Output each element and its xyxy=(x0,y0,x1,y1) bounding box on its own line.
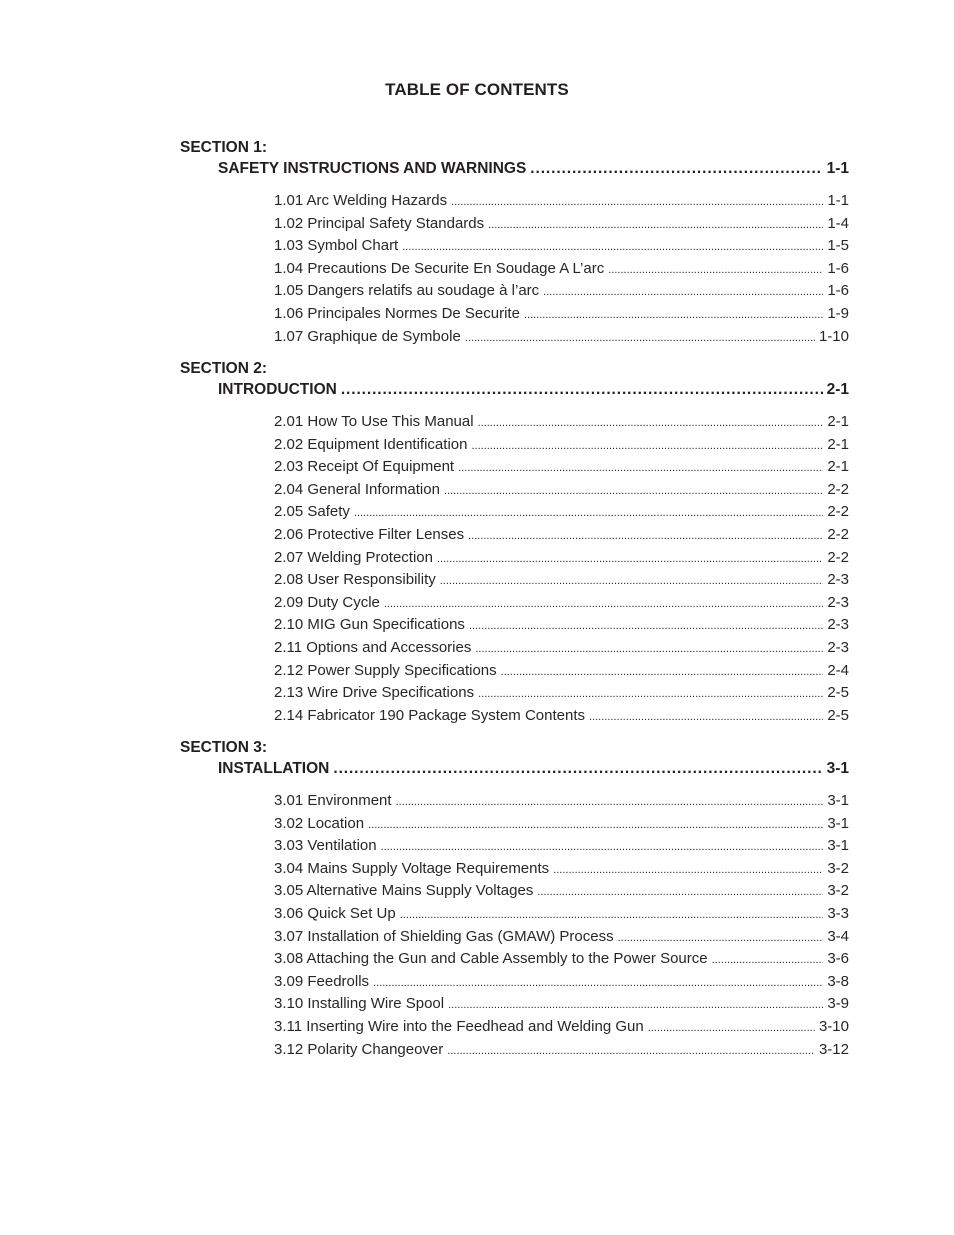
toc-entry[interactable] xyxy=(274,548,849,569)
toc-entry-title: 2.09 Duty Cycle xyxy=(274,593,380,611)
toc-entry-page: 3-10 xyxy=(818,1018,849,1035)
dot-leader xyxy=(553,860,823,880)
toc-entry-page: 3-6 xyxy=(827,950,849,968)
dot-leader xyxy=(530,159,822,179)
toc-entry-title: 3.08 Attaching the Gun and Cable Assembly to the Power Source xyxy=(274,950,708,968)
section-label: SECTION 1: xyxy=(180,139,267,156)
dot-leader xyxy=(488,215,823,235)
dot-leader xyxy=(341,380,823,400)
toc-entry-title: 2.04 General Information xyxy=(274,480,440,498)
toc-entry-page: 1-4 xyxy=(827,214,849,232)
dot-leader xyxy=(333,759,822,779)
section-page-number: 2-1 xyxy=(826,381,849,398)
toc-entry-title: 1.03 Symbol Chart xyxy=(274,237,399,255)
page-title: TABLE OF CONTENTS xyxy=(385,80,569,99)
toc-entry-page: 2-4 xyxy=(827,661,849,679)
toc-entry[interactable] xyxy=(274,525,849,546)
toc-entry-title: 2.14 Fabricator 190 Package System Contents xyxy=(274,706,586,724)
toc-entry[interactable] xyxy=(274,281,849,302)
dot-leader xyxy=(444,481,823,501)
dot-leader xyxy=(712,950,824,970)
toc-entry-title: 3.04 Mains Supply Voltage Requirements xyxy=(274,859,550,877)
dot-leader xyxy=(471,436,823,456)
dot-leader xyxy=(475,639,823,659)
toc-entry-title: 3.09 Feedrolls xyxy=(274,972,370,990)
toc-entry-title: 3.01 Environment xyxy=(274,792,392,809)
toc-entry[interactable] xyxy=(274,814,849,835)
dot-leader xyxy=(469,616,823,636)
section-page-number: 1-1 xyxy=(826,160,849,177)
dot-leader xyxy=(589,707,823,727)
toc-entry-page: 3-3 xyxy=(827,905,849,922)
toc-entry[interactable] xyxy=(274,615,849,636)
dot-leader xyxy=(381,837,824,857)
dot-leader xyxy=(402,237,823,257)
toc-entry-page: 3-4 xyxy=(827,927,849,945)
toc-entry-title: 3.06 Quick Set Up xyxy=(274,905,396,922)
toc-entry-page: 2-5 xyxy=(827,706,849,724)
toc-entry-title: 1.05 Dangers relatifs au soudage à l’arc xyxy=(274,282,540,300)
dot-leader xyxy=(501,662,824,682)
section-heading-link[interactable] xyxy=(218,380,849,400)
dot-leader xyxy=(524,305,823,325)
toc-entry[interactable] xyxy=(274,972,849,993)
toc-entry-page: 3-1 xyxy=(827,814,849,832)
dot-leader xyxy=(458,458,823,478)
toc-entry-title: 2.10 MIG Gun Specifications xyxy=(274,616,465,634)
toc-entry[interactable] xyxy=(274,1017,849,1038)
toc-entry[interactable] xyxy=(274,949,849,970)
dot-leader xyxy=(478,413,824,433)
toc-entry-page: 3-2 xyxy=(827,882,849,900)
toc-entry[interactable] xyxy=(274,435,849,456)
toc-entry-page: 2-1 xyxy=(827,435,849,453)
toc-entry-title: 2.13 Wire Drive Specifications xyxy=(274,684,475,702)
toc-entry-page: 2-3 xyxy=(827,616,849,634)
toc-entry-title: 1.06 Principales Normes De Securite xyxy=(274,305,520,322)
toc-entry-title: 1.07 Graphique de Symbole xyxy=(274,327,461,345)
toc-entry-title: 1.04 Precautions De Securite En Soudage A L’arc xyxy=(274,259,605,277)
toc-entry-page: 3-9 xyxy=(827,995,849,1013)
dot-leader xyxy=(608,260,823,280)
toc-entry-title: 2.12 Power Supply Specifications xyxy=(274,661,497,679)
dot-leader xyxy=(465,328,815,348)
section-label: SECTION 3: xyxy=(180,739,267,756)
toc-entry-title: 2.02 Equipment Identification xyxy=(274,435,468,453)
toc-entry[interactable] xyxy=(274,327,849,348)
toc-entry[interactable] xyxy=(274,570,849,591)
toc-entry[interactable] xyxy=(274,304,849,325)
toc-entry-page: 2-2 xyxy=(827,503,849,521)
dot-leader xyxy=(440,571,824,591)
section-heading: INSTALLATION xyxy=(218,760,330,777)
toc-entry[interactable] xyxy=(274,638,849,659)
toc-entry-page: 3-12 xyxy=(818,1040,849,1058)
toc-entry[interactable] xyxy=(274,457,849,478)
toc-entry[interactable] xyxy=(274,191,849,212)
dot-leader xyxy=(648,1018,815,1038)
toc-entry-title: 1.02 Principal Safety Standards xyxy=(274,214,485,232)
dot-leader xyxy=(384,594,823,614)
toc-entry[interactable] xyxy=(274,904,849,925)
toc-entry-page: 2-1 xyxy=(827,458,849,476)
toc-entry[interactable] xyxy=(274,791,849,812)
toc-entry[interactable] xyxy=(274,683,849,704)
section-heading-link[interactable] xyxy=(218,159,849,179)
toc-entry-title: 3.07 Installation of Shielding Gas (GMAW) Process xyxy=(274,927,614,945)
toc-entry-page: 1-1 xyxy=(827,192,849,209)
toc-entry-title: 2.11 Options and Accessories xyxy=(274,639,472,656)
toc-entry-title: 2.07 Welding Protection xyxy=(274,548,433,566)
toc-entry[interactable] xyxy=(274,859,849,880)
toc-entry[interactable] xyxy=(274,259,849,280)
dot-leader xyxy=(478,684,823,704)
toc-entry-title: 2.05 Safety xyxy=(274,503,350,521)
toc-entry-title: 1.01 Arc Welding Hazards xyxy=(274,192,448,209)
section-heading-link[interactable] xyxy=(218,759,849,779)
toc-entry-page: 3-1 xyxy=(827,837,849,855)
toc-entry-page: 2-1 xyxy=(827,413,849,430)
dot-leader xyxy=(373,973,823,993)
dot-leader xyxy=(437,549,823,569)
toc-entry-title: 2.03 Receipt Of Equipment xyxy=(274,458,455,476)
toc-entry-page: 1-6 xyxy=(827,282,849,300)
toc-entry[interactable] xyxy=(274,236,849,257)
dot-leader xyxy=(368,815,823,835)
toc-entry-page: 2-3 xyxy=(827,571,849,589)
toc-entry-page: 2-3 xyxy=(827,593,849,611)
section-heading: SAFETY INSTRUCTIONS AND WARNINGS xyxy=(218,160,527,177)
toc-entry-page: 3-1 xyxy=(827,792,849,809)
toc-entry[interactable] xyxy=(274,836,849,857)
toc-entry[interactable] xyxy=(274,502,849,523)
toc-entry-page: 1-6 xyxy=(827,259,849,277)
toc-entry-page: 3-8 xyxy=(827,972,849,990)
toc-entry[interactable] xyxy=(274,214,849,235)
toc-entry-page: 1-9 xyxy=(827,305,849,322)
toc-entry-title: 3.11 Inserting Wire into the Feedhead and Welding Gun xyxy=(274,1018,644,1035)
toc-entry[interactable] xyxy=(274,881,849,902)
toc-entry-page: 3-2 xyxy=(827,859,849,877)
toc-entry[interactable] xyxy=(274,593,849,614)
dot-leader xyxy=(447,1041,815,1061)
dot-leader xyxy=(451,192,823,212)
toc-entry[interactable] xyxy=(274,480,849,501)
toc-entry-page: 2-5 xyxy=(827,684,849,702)
toc-entry-title: 3.10 Installing Wire Spool xyxy=(274,995,445,1013)
toc-entry-title: 2.06 Protective Filter Lenses xyxy=(274,526,465,543)
dot-leader xyxy=(396,792,824,812)
section-label: SECTION 2: xyxy=(180,360,267,377)
toc-entry-title: 3.03 Ventilation xyxy=(274,837,377,855)
section-page-number: 3-1 xyxy=(826,760,849,777)
toc-entry[interactable] xyxy=(274,706,849,727)
toc-entry-title: 2.08 User Responsibility xyxy=(274,571,436,589)
toc-entry[interactable] xyxy=(274,412,849,433)
dot-leader xyxy=(400,905,824,925)
dot-leader xyxy=(537,882,823,902)
dot-leader xyxy=(354,503,823,523)
toc-entry-page: 2-2 xyxy=(827,548,849,566)
toc-entry-page: 2-2 xyxy=(827,526,849,543)
dot-leader xyxy=(468,526,823,546)
dot-leader xyxy=(543,282,823,302)
toc-entry-page: 2-2 xyxy=(827,480,849,498)
dot-leader xyxy=(448,995,823,1015)
toc-entry-title: 3.02 Location xyxy=(274,814,365,832)
toc-entry[interactable] xyxy=(274,661,849,682)
toc-entry[interactable] xyxy=(274,927,849,948)
toc-entry-title: 3.12 Polarity Changeover xyxy=(274,1040,444,1058)
toc-entry-page: 1-10 xyxy=(818,327,849,345)
toc-entry-page: 2-3 xyxy=(827,639,849,656)
section-heading: INTRODUCTION xyxy=(218,381,337,398)
toc-entry-title: 2.01 How To Use This Manual xyxy=(274,413,474,430)
toc-entry[interactable] xyxy=(274,994,849,1015)
toc-entry[interactable] xyxy=(274,1040,849,1061)
toc-entry-page: 1-5 xyxy=(827,237,849,255)
toc-entry-title: 3.05 Alternative Mains Supply Voltages xyxy=(274,882,534,900)
dot-leader xyxy=(618,928,824,948)
